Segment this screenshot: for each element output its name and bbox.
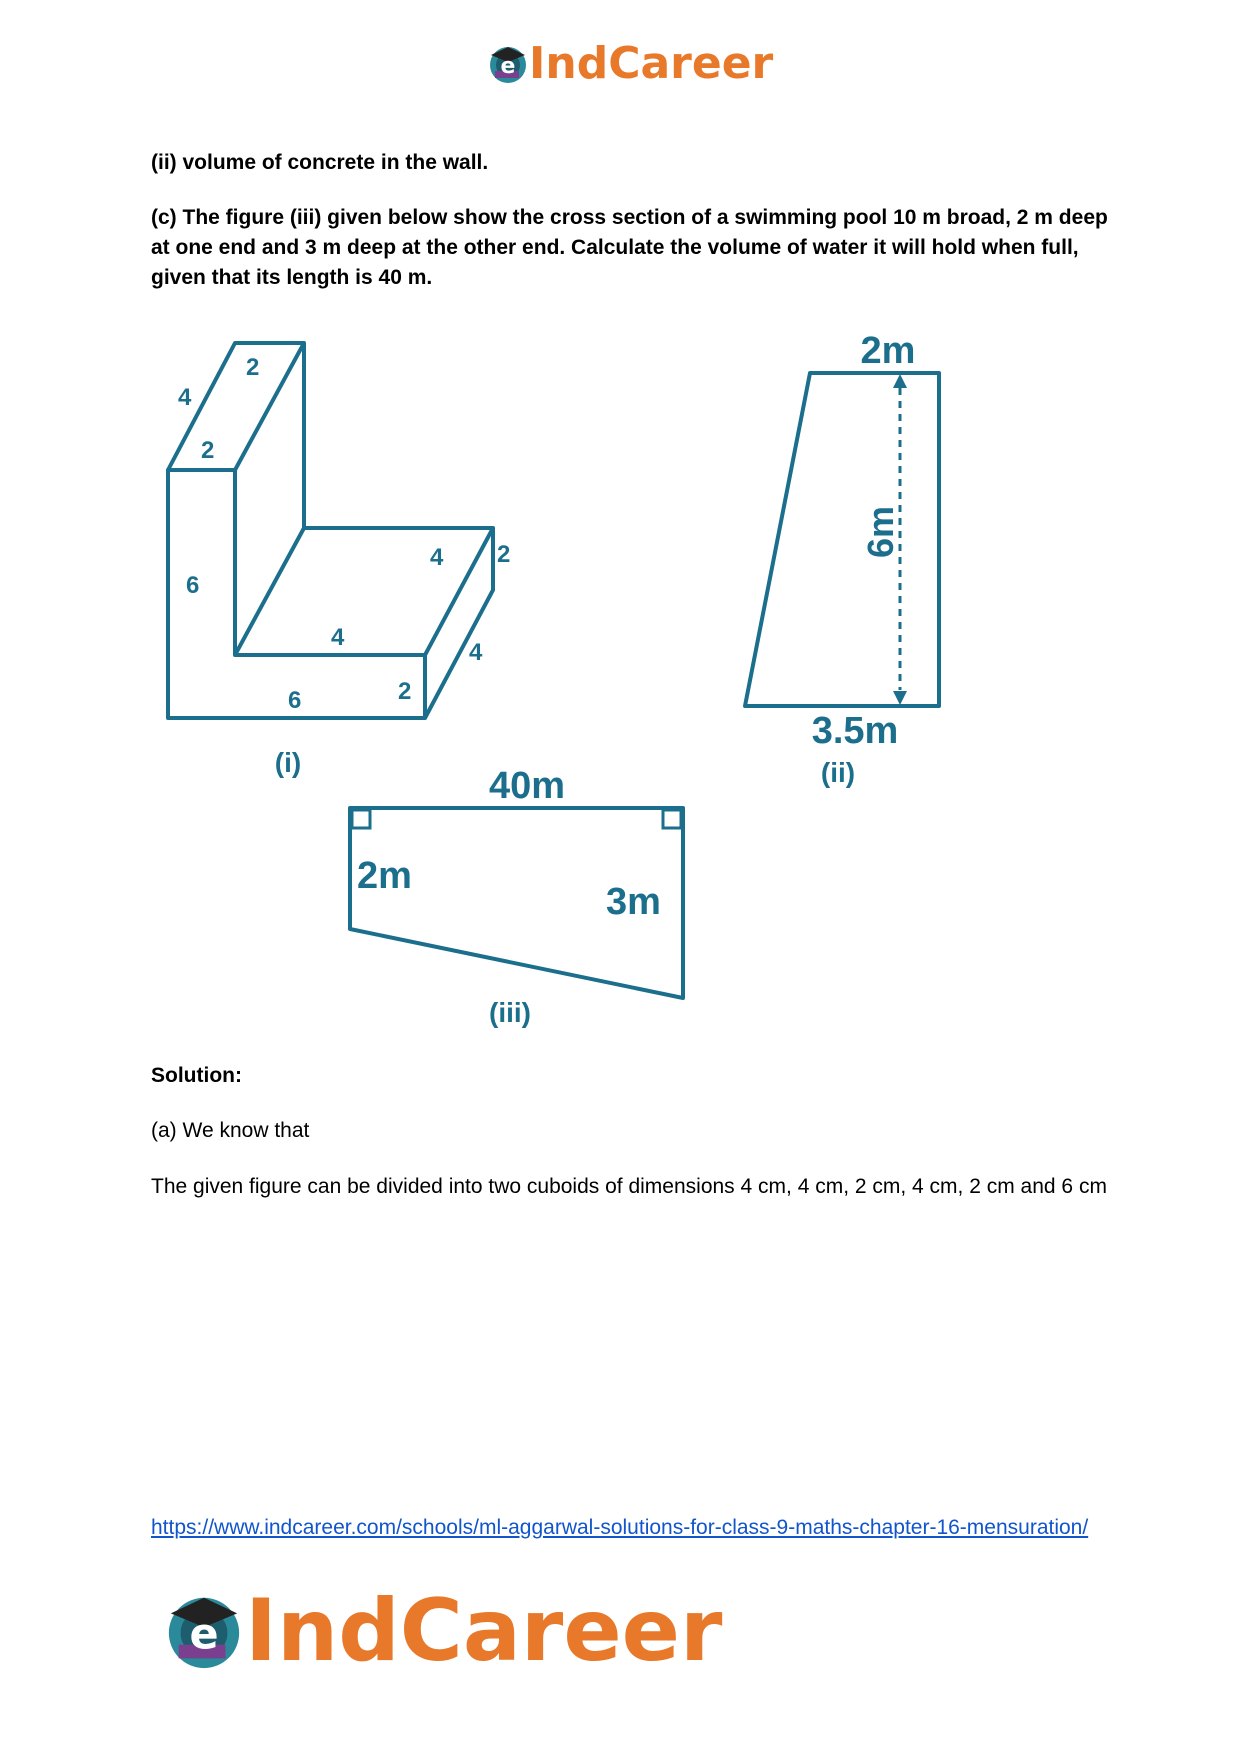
solution-line-1: (a) We know that bbox=[151, 1119, 310, 1142]
fig3-caption: (iii) bbox=[489, 997, 531, 1028]
question-part-ii: (ii) volume of concrete in the wall. bbox=[151, 151, 489, 174]
fig2-arrow-up-icon bbox=[893, 374, 907, 388]
fig3-length-label: 40m bbox=[488, 765, 566, 807]
footer-brand-text: IndCareer bbox=[245, 1581, 723, 1681]
fig1-label-2-top: 2 bbox=[246, 354, 260, 381]
fig3-left-depth-label: 2m bbox=[357, 855, 412, 897]
fig2-arrow-down-icon bbox=[893, 691, 907, 705]
fig3-right-angle-right bbox=[663, 810, 681, 828]
fig1-label-2-right: 2 bbox=[497, 541, 511, 568]
fig1-label-4-inner: 4 bbox=[331, 624, 345, 651]
solution-heading: Solution: bbox=[151, 1064, 242, 1087]
header-brand-text: IndCareer bbox=[529, 38, 774, 89]
fig2-bottom-label: 3.5m bbox=[811, 710, 899, 752]
fig3-right-angle-left bbox=[352, 810, 370, 828]
fig2-top-label: 2m bbox=[860, 330, 916, 372]
fig1-caption: (i) bbox=[274, 747, 302, 778]
fig2-caption: (ii) bbox=[820, 757, 856, 788]
solution-line-2: The given figure can be divided into two cuboids of dimensions 4 cm, 4 cm, 2 cm, 4 cm, 2 cm and 6 cm bbox=[151, 1175, 1107, 1198]
svg-text:e: e bbox=[189, 1609, 219, 1660]
svg-text:e: e bbox=[500, 54, 516, 79]
fig3-right-depth-label: 3m bbox=[606, 881, 661, 923]
fig1-label-4-top: 4 bbox=[178, 384, 192, 411]
fig1-label-6-bottom: 6 bbox=[288, 687, 302, 714]
footer-logo bbox=[163, 1581, 723, 1681]
fig1-label-2-mid: 2 bbox=[201, 437, 215, 464]
fig1-label-4-back: 4 bbox=[430, 544, 444, 571]
fig2-height-label: 6m bbox=[860, 505, 901, 559]
question-part-c: (c) The figure (iii) given below show the cross section of a swimming pool 10 m broad, 2 m deep at one end and 3 m deep at the other end. Calculate the volume of water it will hold when full, given that its length is 40 m. bbox=[151, 206, 1108, 289]
fig1-label-2-front: 2 bbox=[398, 678, 412, 705]
fig1-label-4-side: 4 bbox=[469, 639, 483, 666]
figure-ii-shape bbox=[745, 373, 939, 706]
fig1-label-6-left: 6 bbox=[186, 572, 200, 599]
source-link[interactable]: https://www.indcareer.com/schools/ml-aggarwal-solutions-for-class-9-maths-chapter-16-mensuration/ bbox=[151, 1516, 1089, 1539]
figure-i-shape bbox=[168, 343, 493, 718]
footer-logo-globe-icon bbox=[163, 1590, 245, 1672]
